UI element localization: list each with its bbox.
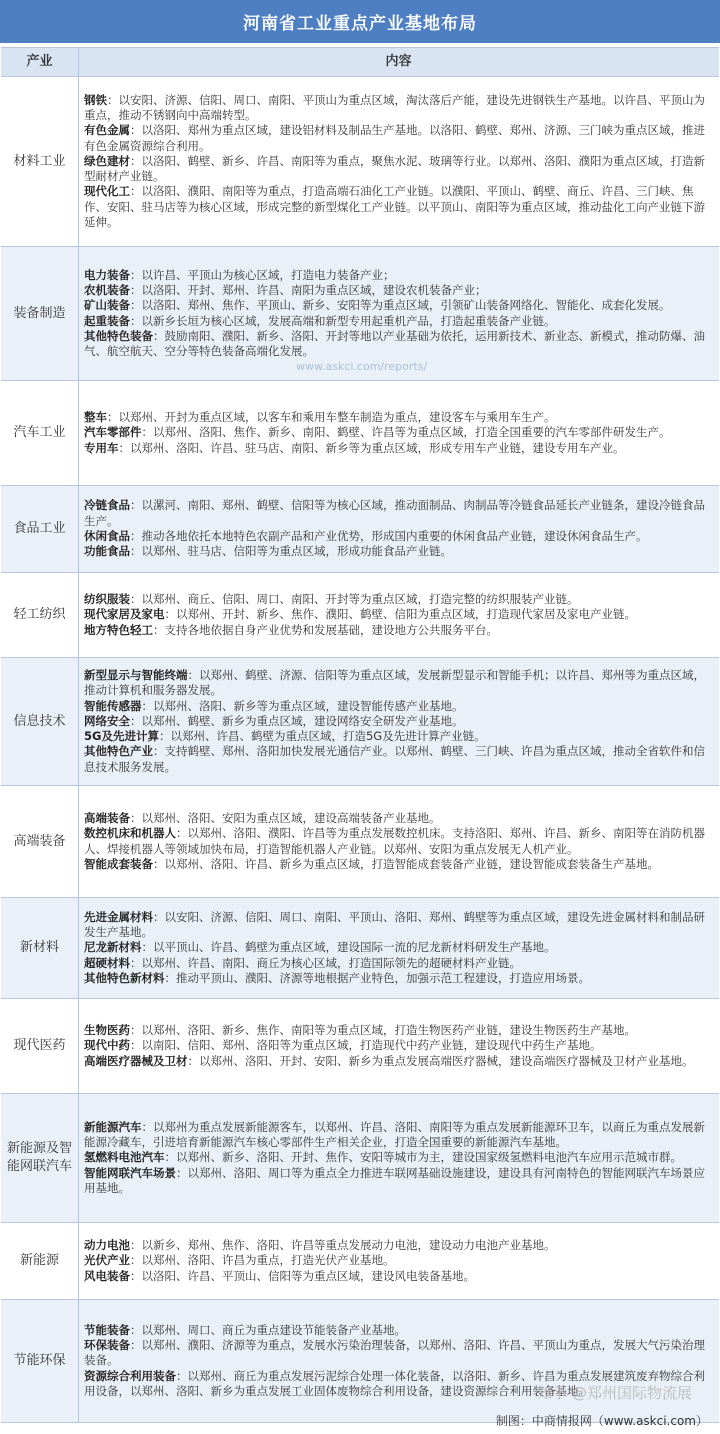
row-industry: 材料工业 (1, 77, 79, 246)
item-keyword: 智能网联汽车场景 (84, 1165, 176, 1180)
item-text: ：以郑州、洛阳、开封、安阳、新乡为重点发展高端医疗器械，建设高端医疗器械及卫材产业基地。 (187, 1053, 694, 1068)
list-item (84, 441, 713, 456)
table-row (1, 786, 719, 898)
row-industry: 装备制造 (1, 247, 79, 380)
row-content (79, 1094, 719, 1222)
item-text: ：以郑州、洛阳、新乡等为重点区域，建设智能传感产业基地。 (141, 698, 464, 713)
page-title: 河南省工业重点产业基地布局 (0, 0, 720, 43)
item-keyword: 生物医药 (84, 1023, 130, 1038)
watermark-text: www.askci.com/reports/ (296, 360, 428, 373)
item-text: ：以洛阳、开封、郑州、许昌、南阳为重点区域，建设农机装备产业； (130, 282, 487, 297)
list-item (84, 1253, 713, 1268)
table-row (1, 658, 719, 786)
table-row (1, 1223, 719, 1300)
item-keyword: 其他特色新材料 (84, 970, 165, 985)
row-industry: 轻工纺织 (1, 573, 79, 657)
item-keyword: 电力装备 (84, 267, 130, 282)
item-text: ：以许昌、平顶山为核心区域，打造电力装备产业； (130, 267, 395, 282)
item-keyword: 智能成套装备 (84, 856, 153, 871)
item-keyword: 先进金属材料 (84, 909, 153, 924)
list-item (84, 1023, 713, 1038)
table-row (1, 898, 719, 999)
item-text: ：以郑州、许昌、南阳、商丘为核心区域，打造国际领先的超硬材料产业链。 (130, 955, 521, 970)
item-text: ：以郑州、濮阳、济源等为重点，发展水污染治理装备，以郑州、洛阳、许昌、平顶山为重点，发展大气污染治理装备。 (84, 1338, 705, 1368)
list-item (84, 283, 713, 298)
table-header (1, 48, 719, 77)
header-industry: 产业 (1, 48, 79, 76)
item-keyword: 新能源汽车 (84, 1119, 142, 1134)
list-item (84, 1054, 713, 1069)
item-keyword: 尼龙新材料 (84, 940, 142, 955)
item-text: ：推动平顶山、濮阳、济源等地根据产业特色，加强示范工程建设，打造应用场景。 (164, 970, 590, 985)
list-item (84, 544, 713, 559)
item-keyword: 现代家居及家电 (84, 607, 165, 622)
table-row (1, 381, 719, 486)
item-text: ：以郑州为重点发展新能源客车，以郑州、许昌、洛阳、南阳等为重点发展新能源环卫车，以商丘为重点发展新能源冷藏车，引进培育新能源汽车核心零部件生产相关企业，打造全国重要的新能源汽车基地。 (84, 1119, 705, 1150)
row-content (79, 1223, 719, 1299)
item-text: ：鼓励南阳、濮阳、新乡、洛阳、开封等地以产业基础为依托，运用新技术、新业态、新模式，推动防爆、油气、航空航天、空分等特色装备高端化发展。 (84, 328, 705, 359)
list-item (84, 857, 713, 872)
list-item (84, 410, 713, 425)
list-item (84, 668, 713, 699)
item-text: ：以郑州、开封为重点区域，以客车和乘用车整车制造为重点，建设客车与乘用车生产。 (107, 410, 556, 425)
row-content (79, 77, 719, 246)
row-industry: 食品工业 (1, 486, 79, 572)
list-item (84, 744, 713, 775)
item-keyword: 农机装备 (84, 282, 130, 297)
row-content (79, 573, 719, 657)
item-keyword: 冷链食品 (84, 498, 130, 513)
item-keyword: 地方特色轻工 (84, 622, 153, 637)
item-text: ：以郑州、洛阳、濮阳、许昌等为重点发展数控机床。支持洛阳、郑州、许昌、新乡、南阳等在消防机器人、焊接机器人等领域加快布局，打造智能机器人产业链。以郑州、安阳为重点发展无人机产业。 (84, 826, 705, 856)
list-item (84, 1323, 713, 1338)
industry-table (1, 47, 719, 1423)
list-item (84, 1238, 713, 1253)
list-item (84, 956, 713, 971)
item-text: ：以郑州、洛阳、周口等为重点全力推进车联网基础设施建设，建设具有河南特色的智能网联汽车场景应用基地。 (84, 1165, 705, 1195)
table-row (1, 573, 719, 658)
item-text: ：以郑州、商丘、信阳、周口、南阳、开封等为重点区域，打造完整的纺织服装产业链。 (130, 592, 579, 607)
header-content: 内容 (385, 54, 412, 70)
item-text: ：以洛阳、濮阳、南阳等为重点，打造高端石油化工产业链。以濮阳、平顶山、鹤壁、商丘、许昌、三门峡、焦作、安阳、驻马店等为核心区域，形成完整的新型煤化工产业链。以平顶山、南阳等为重点区域，推动盐化工向产业链下游延伸。 (84, 184, 705, 230)
item-text: ：以平顶山、许昌、鹤壁为重点区域，建设国际一流的尼龙新材料研发生产基地。 (141, 940, 556, 955)
list-item (84, 329, 713, 360)
item-keyword: 矿山装备 (84, 298, 130, 313)
row-industry: 现代医药 (1, 999, 79, 1093)
list-item (84, 498, 713, 529)
row-industry: 汽车工业 (1, 381, 79, 485)
item-keyword: 智能传感器 (84, 698, 142, 713)
list-item (84, 592, 713, 607)
item-keyword: 光伏产业 (84, 1253, 130, 1268)
item-text: ：以漯河、南阳、郑州、鹤壁、信阳等为核心区域，推动面制品、肉制品等冷链食品延长产业链条，建设冷链食品生产。 (84, 498, 705, 528)
list-item (84, 425, 713, 440)
item-keyword: 绿色建材 (84, 153, 130, 168)
row-industry: 信息技术 (1, 658, 79, 785)
list-item (84, 123, 713, 154)
list-item (84, 1338, 713, 1369)
row-industry: 新能源 (1, 1223, 79, 1299)
list-item (84, 699, 713, 714)
item-keyword: 功能食品 (84, 544, 130, 559)
list-item (84, 729, 713, 744)
item-keyword: 有色金属 (84, 123, 130, 138)
list-item (84, 1269, 713, 1284)
list-item (84, 154, 713, 185)
item-text: ：以郑州、商丘为重点发展污泥综合处理一体化装备，以洛阳、新乡、许昌为重点发展建筑废弃物综合利用设备，以郑州、洛阳、新乡为重点发展工业固体废物综合利用设备，建设资源综合利用装备基地。 (84, 1368, 705, 1398)
item-keyword: 起重装备 (84, 313, 130, 328)
item-text: ：以新乡、郑州、焦作、洛阳、许昌等重点发展动力电池，建设动力电池产业基地。 (130, 1238, 556, 1253)
item-keyword: 纺织服装 (84, 592, 130, 607)
row-content (79, 486, 719, 572)
table-row (1, 999, 719, 1094)
item-keyword: 休闲食品 (84, 529, 130, 543)
item-text: ：以洛阳、鹤壁、新乡、许昌、南阳等为重点，聚焦水泥、玻璃等行业。以郑州、洛阳、濮阳为重点区域，打造新型耐材产业链。 (84, 153, 705, 184)
table-row (1, 77, 719, 247)
list-item (84, 298, 713, 313)
item-keyword: 高端医疗器械及卫材 (84, 1053, 188, 1068)
row-industry: 新能源及智能网联汽车 (1, 1094, 79, 1222)
list-item (84, 529, 713, 544)
item-keyword: 环保装备 (84, 1338, 130, 1353)
list-item (84, 1166, 713, 1197)
item-text: ：以洛阳、郑州、焦作、平顶山、新乡、安阳等为重点区域，引领矿山装备网络化、智能化、成套化发展。 (130, 298, 671, 313)
item-keyword: 其他特色装备 (84, 328, 153, 343)
list-item (84, 268, 713, 283)
item-text: ：以郑州、驻马店、信阳等为重点区域，形成功能食品产业链。 (130, 544, 452, 559)
item-text: ：以郑州、洛阳、新乡、焦作、南阳等为重点区域，打造生物医药产业链，建设生物医药生产基地。 (130, 1023, 636, 1038)
item-keyword: 现代化工 (84, 184, 130, 199)
item-keyword: 氢燃料电池汽车 (84, 1150, 165, 1165)
item-text: ：以南阳、信阳、郑州、洛阳等为重点区域，打造现代中药产业链，建设现代中药生产基地。 (130, 1038, 602, 1053)
item-keyword: 数控机床和机器人 (84, 826, 176, 841)
list-item (84, 910, 713, 941)
row-industry: 新材料 (1, 898, 79, 998)
item-text: ：以安阳、济源、信阳、周口、南阳、平顶山、洛阳、郑州、鹤壁等为重点区域，建设先进金属材料和制品研发生产基地。 (84, 909, 705, 940)
list-item (84, 940, 713, 955)
list-item (84, 826, 713, 857)
row-content (79, 898, 719, 998)
item-keyword: 资源综合利用装备 (84, 1368, 176, 1383)
list-item (84, 607, 713, 622)
item-text: ：以郑州、新乡、洛阳、开封、焦作、安阳等城市为主，建设国家级氢燃料电池汽车应用示范城市群。 (164, 1150, 682, 1165)
list-item (84, 714, 713, 729)
item-keyword: 整车 (84, 410, 107, 425)
item-text: ：以郑州、鹤壁、济源、信阳等为重点区域，发展新型显示和智能手机；以许昌、郑州等为重点区域，推动计算机和服务器发展。 (84, 667, 705, 698)
list-item (84, 1120, 713, 1151)
zhihu-watermark: 知乎 @郑州国际物流展 (537, 1384, 692, 1402)
item-keyword: 钢铁 (84, 92, 107, 107)
table-row (1, 486, 719, 573)
item-keyword: 风电装备 (84, 1268, 130, 1283)
item-keyword: 网络安全 (84, 713, 130, 728)
item-text: ：以郑州、洛阳、焦作、新乡、南阳、鹤壁、许昌等为重点区域，打造全国重要的汽车零部件研发生产。 (141, 425, 671, 440)
source-credit: 制图：中商情报网（www.askci.com） (495, 1414, 708, 1428)
item-keyword: 高端装备 (84, 810, 130, 825)
item-text: ：以郑州、开封、新乡、焦作、濮阳、鹤壁、信阳为重点区域，打造现代家居及家电产业链。 (164, 607, 636, 622)
row-content (79, 658, 719, 785)
item-text: ：以洛阳、郑州为重点区域，建设铝材料及制品生产基地。以洛阳、鹤壁、郑州、济源、三门峡为重点区域，推进有色金属资源综合利用。 (84, 123, 705, 153)
list-item (84, 93, 713, 124)
row-industry: 高端装备 (1, 786, 79, 897)
item-text: ：支持各地依据自身产业优势和发展基础，建设地方公共服务平台。 (153, 622, 498, 637)
table-row (1, 1094, 719, 1223)
item-text: ：以安阳、济源、信阳、周口、南阳、平顶山为重点区域，淘汰落后产能，建设先进钢铁生产基地。以许昌、平顶山为重点，推动不锈钢向中高端转型。 (84, 92, 705, 122)
list-item (84, 811, 713, 826)
list-item (84, 314, 713, 329)
item-text: ：以郑州、许昌、鹤壁为重点区域，打造5G及先进计算产业链。 (158, 729, 486, 744)
item-text: ：以郑州、周口、商丘为重点建设节能装备产业基地。 (130, 1322, 406, 1337)
item-keyword: 动力电池 (84, 1238, 130, 1253)
item-keyword: 专用车 (84, 440, 119, 455)
list-item (84, 1038, 713, 1053)
row-content (79, 999, 719, 1093)
item-keyword: 超硬材料 (84, 955, 130, 970)
item-text: ：以郑州、鹤壁、新乡为重点区域，建设网络安全研发产业基地。 (130, 713, 464, 728)
item-keyword: 5G及先进计算 (84, 729, 159, 744)
item-text: ：以郑州、洛阳、许昌、驻马店、南阳、新乡等为重点区域，形成专用车产业链，建设专用车产业。 (118, 440, 625, 455)
item-text: ：推动各地依托本地特色农副产品和产业优势，形成国内重要的休闲食品产业链，建设休闲食品生产。 (130, 529, 648, 543)
list-item (84, 971, 713, 986)
row-content (79, 786, 719, 897)
item-text: ：以郑州、洛阳、许昌为重点，打造光伏产业基地。 (130, 1253, 395, 1268)
row-industry: 节能环保 (1, 1300, 79, 1422)
list-item (84, 623, 713, 638)
item-text: ：以新乡长垣为核心区域，发展高端和新型专用起重机产品，打造起重装备产业链。 (130, 313, 556, 328)
row-content (79, 381, 719, 485)
item-keyword: 新型显示与智能终端 (84, 667, 188, 682)
item-text: ：以郑州、洛阳、安阳为重点区域，建设高端装备产业基地。 (130, 810, 441, 825)
item-text: ：以洛阳、许昌、平顶山、信阳等为重点区域，建设风电装备基地。 (130, 1268, 475, 1283)
item-keyword: 节能装备 (84, 1322, 130, 1337)
item-text: ：以郑州、洛阳、许昌、新乡为重点区域，打造智能成套装备产业链，建设智能成套装备生产基地。 (153, 856, 659, 871)
item-keyword: 汽车零部件 (84, 425, 142, 440)
item-keyword: 其他特色产业 (84, 744, 153, 759)
list-item (84, 184, 713, 230)
item-keyword: 现代中药 (84, 1038, 130, 1053)
list-item (84, 1150, 713, 1165)
footer (0, 1384, 720, 1434)
item-text: ：支持鹤壁、郑州、洛阳加快发展光通信产业。以郑州、鹤壁、三门峡、许昌为重点区域，推动全省软件和信息技术服务发展。 (84, 744, 705, 774)
